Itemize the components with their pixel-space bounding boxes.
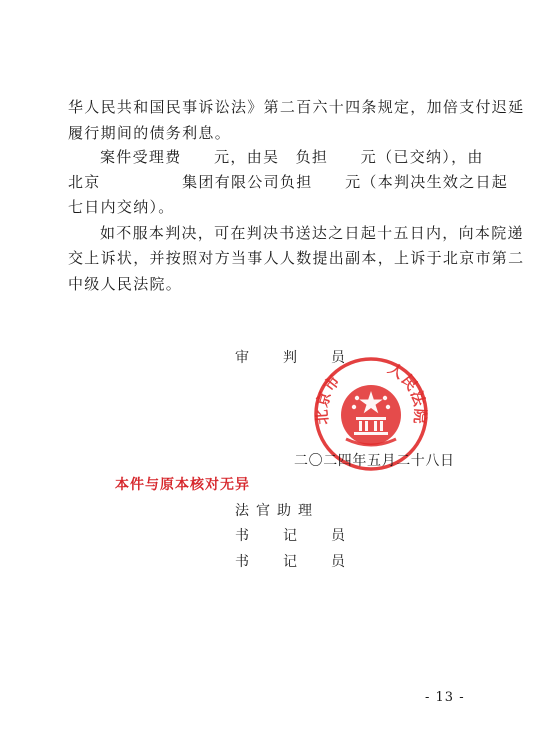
paragraph-line-5: 七日内交纳）。 (68, 198, 175, 216)
clerk-label-1: 书 记 员 (235, 528, 355, 544)
paragraph-line-3: 案件受理费 元，由吴 负担 元（已交纳），由 (100, 148, 484, 166)
clerk-label-2: 书 记 员 (235, 554, 355, 570)
paragraph-line-7: 交上诉状，并按照对方当事人人数提出副本，上诉于北京市第二 (68, 249, 525, 267)
paragraph-line-1: 华人民共和国民事诉讼法》第二百六十四条规定，加倍支付迟延 (68, 98, 525, 116)
page-number: - 13 - (425, 690, 465, 705)
judge-label: 审 判 员 (235, 350, 355, 366)
paragraph-line-6: 如不服本判决，可在判决书送达之日起十五日内，向本院递 (100, 224, 524, 242)
svg-text:北京市 人民法院: 北京市 人民法院 (312, 355, 430, 426)
paragraph-line-4: 北京 集团有限公司负担 元（本判决生效之日起 (68, 173, 509, 191)
paragraph-line-2: 履行期间的债务利息。 (68, 124, 232, 142)
paragraph-line-8: 中级人民法院。 (68, 275, 183, 293)
judge-assistant-label: 法官助理 (235, 503, 319, 519)
judgment-date: 二〇二四年五月二十八日 (294, 453, 455, 469)
certified-copy-notice: 本件与原本核对无异 (115, 477, 250, 493)
